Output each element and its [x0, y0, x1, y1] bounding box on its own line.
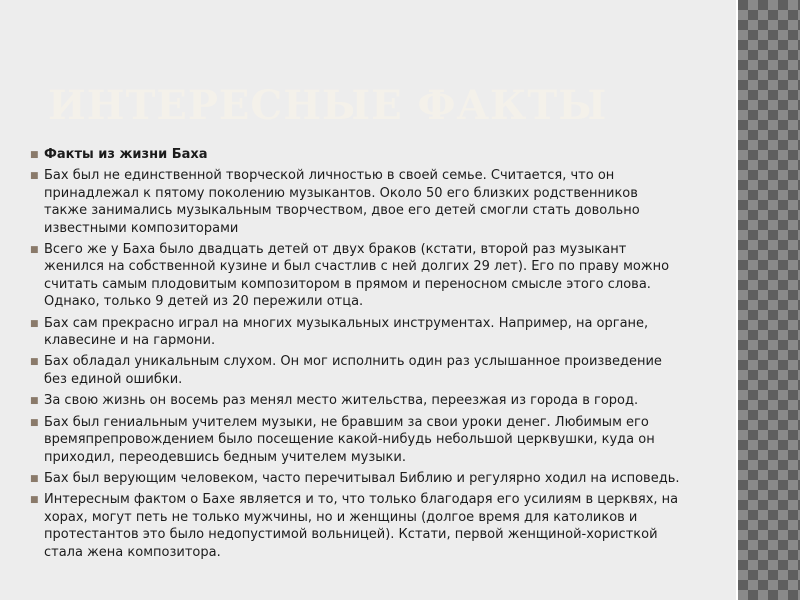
bullet-icon: ■: [30, 150, 39, 160]
bullet-icon: ■: [30, 245, 39, 256]
bullet-icon: ■: [30, 417, 39, 428]
bullet-icon: ■: [30, 473, 39, 484]
bullet-icon: ■: [30, 357, 39, 368]
list-item: [30, 167, 680, 237]
list-item: [30, 392, 680, 409]
bullet-list: [30, 146, 680, 565]
list-item-text: Бах сам прекрасно играл на многих музыкальных инструментах. Например, на органе, клавесине и на гармони.: [44, 315, 649, 349]
bullet-icon: ■: [30, 171, 39, 182]
slide-title: ИНТЕРЕСНЫЕ ФАКТЫ: [48, 82, 608, 129]
bullet-icon: ■: [30, 318, 39, 329]
list-item-text: Бах был не единственной творческой личностью в своей семье. Считается, что он принадлежал к пятому поколению музыкантов. Около 50 его близких родственников также занимались музыкальным творчеством, двое его детей смогли стать довольно известными композиторами: [44, 168, 640, 236]
list-item-text: За свою жизнь он восемь раз менял место жительства, переезжая из города в город.: [44, 393, 639, 409]
bullet-icon: ■: [30, 495, 39, 506]
list-item-text: Бах был верующим человеком, часто перечитывал Библию и регулярно ходил на исповедь.: [44, 470, 680, 486]
list-item: [30, 315, 680, 350]
list-item-text: Всего же у Баха было двадцать детей от двух браков (кстати, второй раз музыкант женился на собственной кузине и был счастлив с ней долгих 29 лет). Его по праву можно считать самым плодовитым композитором в прямом и переносном смысле этого слова. Однако, только 9 детей из 20 пережили отца.: [44, 242, 670, 310]
list-item-text: Факты из жизни Баха: [44, 147, 208, 162]
bullet-icon: ■: [30, 396, 39, 407]
list-item-text: Бах обладал уникальным слухом. Он мог исполнить один раз услышанное произведение без единой ошибки.: [44, 354, 662, 387]
list-item: [30, 353, 680, 388]
list-item: [30, 414, 680, 466]
list-item: [30, 491, 680, 561]
list-item: [30, 241, 680, 311]
list-item: [30, 470, 680, 487]
list-item: [30, 146, 680, 163]
list-item-text: Интересным фактом о Бахе является и то, что только благодаря его усилиям в церквях, на хорах, могут петь не только мужчины, но и женщины (долгое время для католиков и протестантов это было недопустимой вольницей). Кстати, первой женщиной-хористкой стала жена композитора.: [44, 492, 679, 560]
decorative-pattern: [738, 0, 800, 600]
list-item-text: Бах был гениальным учителем музыки, не бравшим за свои уроки денег. Любимым его времяпрепровождением было посещение какой-нибудь небольшой церквушки, куда он приходил, переодевшись бедным учителем музыки.: [44, 414, 655, 465]
